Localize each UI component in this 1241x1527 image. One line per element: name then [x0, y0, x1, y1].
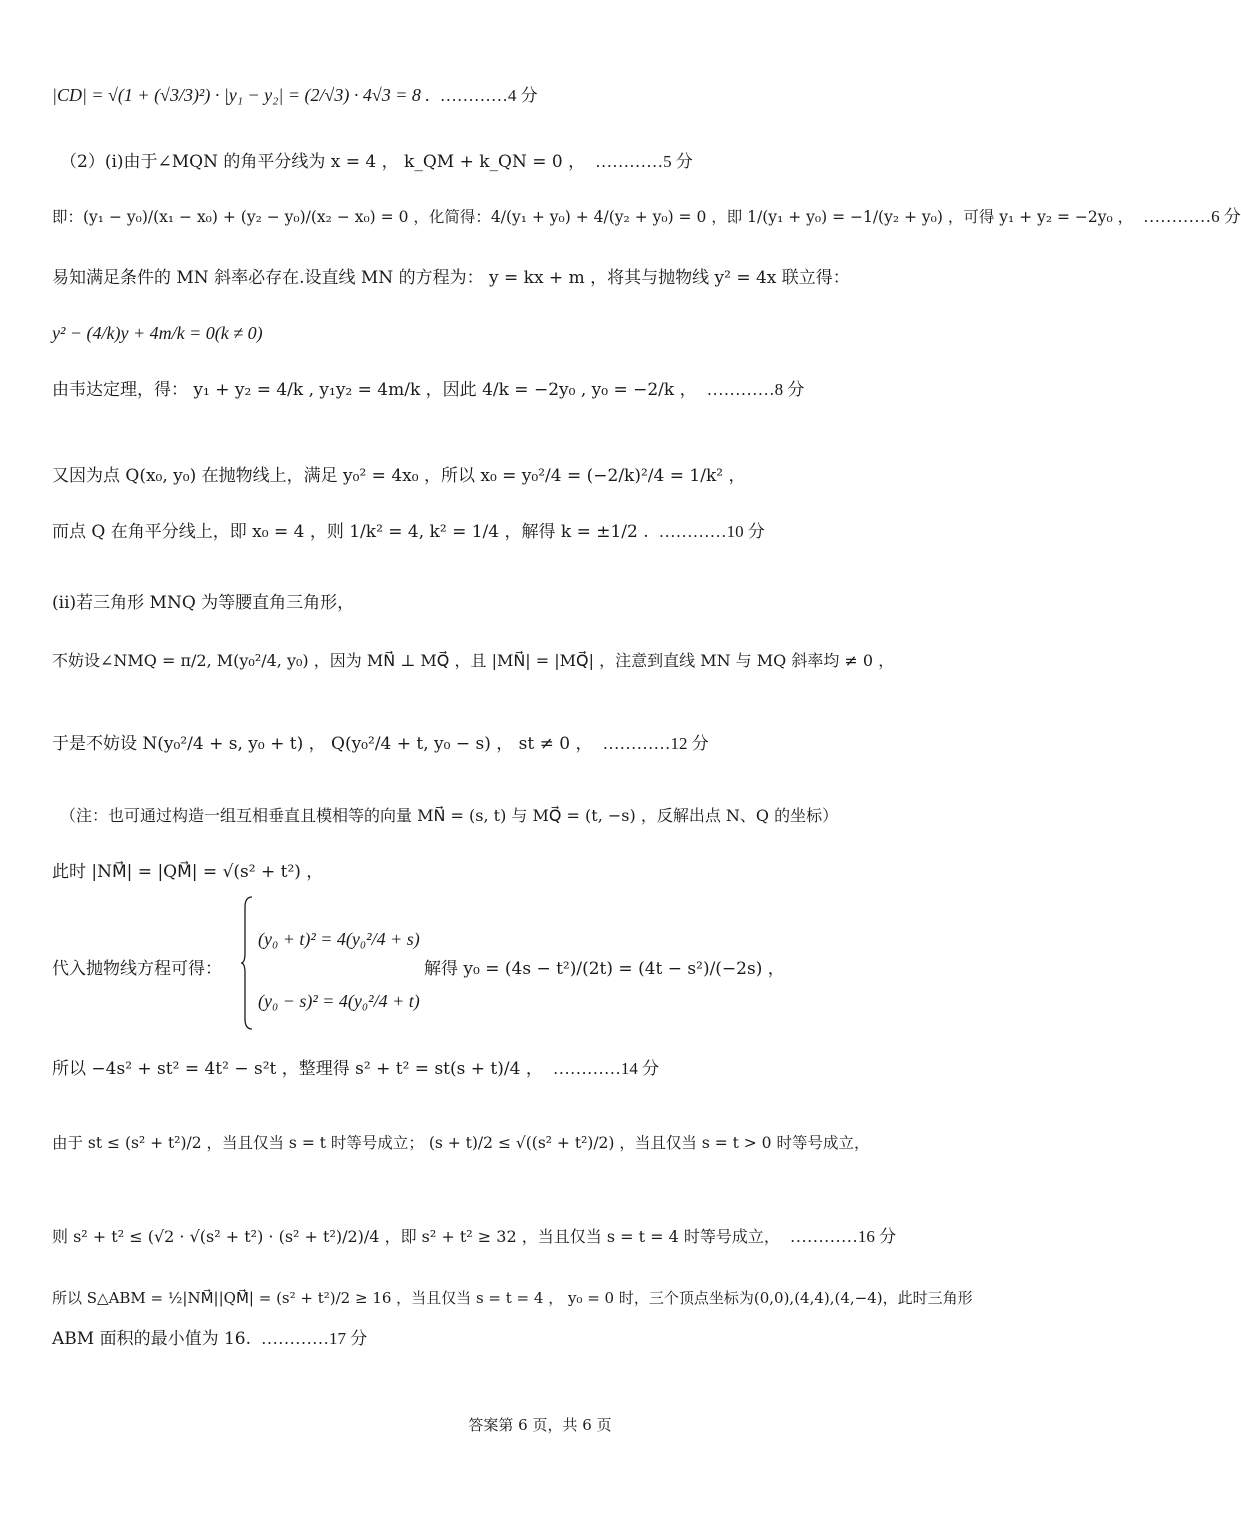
score-note: …………10 分 [658, 522, 765, 541]
score-note: …………16 分 [789, 1227, 897, 1246]
formula: (y₀ + t)² = 4(y₀²/4 + s) [258, 929, 420, 949]
text: 由韦达定理，得： y₁ + y₂ = 4/k , y₁y₂ = 4m/k ，因此 4/k = −2y₀ , y₀ = −2/k ， [52, 380, 697, 400]
line-substitute [52, 958, 1040, 980]
line-inequality [52, 1132, 1040, 1154]
line-quadratic [52, 322, 1040, 345]
text: 则 s² + t² ≤ (√2 · √(s² + t²) · (s² + t²)/2)/4 ，即 s² + t² ≥ 32 ，当且仅当 s = t = 4 时等号成立， [52, 1227, 780, 1246]
line-simplify [52, 206, 1241, 228]
text: （2）(i)由于∠MQN 的角平分线为 x = 4 ， k_QM + k_QN = 0 ， [60, 152, 586, 172]
page-footer: 答案第 6 页，共 6 页 [468, 1416, 612, 1434]
score-note: …………12 分 [602, 734, 709, 753]
line-part-ii [52, 592, 1040, 614]
line-area [52, 1287, 1040, 1309]
text: 代入抛物线方程可得： [52, 959, 222, 979]
line-part-2-intro [60, 151, 1040, 173]
score-note: …………17 分 [261, 1329, 368, 1348]
score-note: …………6 分 [1143, 207, 1241, 226]
score-note: …………5 分 [595, 152, 693, 171]
system-equation-1 [258, 928, 1040, 951]
score-note: …………8 分 [706, 380, 805, 399]
line-point-q [52, 465, 1040, 487]
line-rearrange [52, 1058, 1040, 1080]
system-equation-2 [258, 990, 1040, 1013]
formula: y² − (4/k)y + 4m/k = 0(k ≠ 0) [52, 323, 263, 343]
line-solve-k [52, 521, 1040, 543]
line-note [60, 805, 1040, 827]
text: ABM 面积的最小值为 16. [52, 1329, 252, 1349]
text: 又因为点 Q(x₀, y₀) 在抛物线上，满足 y₀² = 4x₀ ，所以 x₀ = y₀²/4 = (−2/k)²/4 = 1/k² ， [52, 466, 746, 486]
line-vieta [52, 379, 1040, 401]
line-assume-n [52, 733, 1040, 755]
text: 即：(y₁ − y₀)/(x₁ − x₀) + (y₂ − y₀)/(x₂ − x₀) = 0 ，化简得：4/(y₁ + y₀) + 4/(y₂ + y₀) = 0 ，即 1/(y₁ + y₀) = −1/(y₂ + y₀) ，可得 y₁ + y₂ = −2y₀ ， [52, 208, 1134, 226]
line-line-mn [52, 267, 1040, 289]
formula: |CD| = √(1 + (√3/3)²) · |y₁ − y₂| = (2/√3) · 4√3 = 8 . [52, 85, 430, 105]
text: 由于 st ≤ (s² + t²)/2 ，当且仅当 s = t 时等号成立； (s + t)/2 ≤ √((s² + t²)/2) ，当且仅当 s = t > 0 时等号成立， [52, 1134, 870, 1152]
line-modulus [52, 861, 1040, 883]
score-note: …………4 分 [439, 86, 538, 105]
line-cd-length [52, 84, 1040, 107]
line-bound [52, 1226, 1040, 1248]
line-assume-angle [52, 650, 1040, 672]
formula: 解得 y₀ = (4s − t²)/(2t) = (4t − s²)/(−2s) ， [424, 959, 785, 979]
score-note: …………14 分 [552, 1059, 660, 1078]
text: 所以 S△ABM = ½|NM⃗||QM⃗| = (s² + t²)/2 ≥ 16 ，当且仅当 s = t = 4 ， y₀ = 0 时，三个顶点坐标为(0,0),(4,4),(4,−4)，此时三角形 [52, 1289, 973, 1307]
text: 易知满足条件的 MN 斜率必存在.设直线 MN 的方程为： y = kx + m ，将其与抛物线 y² = 4x 联立得： [52, 268, 850, 288]
text: 不妨设∠NMQ = π/2, M(y₀²/4, y₀) ，因为 MN⃗ ⊥ MQ⃗ ，且 |MN⃗| = |MQ⃗| ，注意到直线 MN 与 MQ 斜率均 ≠ 0 ， [52, 651, 895, 670]
text: 于是不妨设 N(y₀²/4 + s, y₀ + t) ， Q(y₀²/4 + t, y₀ − s) ， st ≠ 0 ， [52, 734, 593, 754]
line-conclusion [52, 1328, 1040, 1350]
formula: (y₀ − s)² = 4(y₀²/4 + t) [258, 991, 420, 1011]
text: (ii)若三角形 MNQ 为等腰直角三角形， [52, 593, 355, 613]
text: 所以 −4s² + st² = 4t² − s²t ，整理得 s² + t² = st(s + t)/4 ， [52, 1059, 543, 1079]
text: 而点 Q 在角平分线上，即 x₀ = 4 ，则 1/k² = 4, k² = 1/4 ，解得 k = ±1/2 . [52, 522, 649, 542]
text: （注：也可通过构造一组互相垂直且模相等的向量 MN⃗ = (s, t) 与 MQ⃗ = (t, −s) ，反解出点 N、Q 的坐标） [60, 806, 839, 825]
text: 此时 |NM⃗| = |QM⃗| = √(s² + t²) ， [52, 862, 324, 882]
